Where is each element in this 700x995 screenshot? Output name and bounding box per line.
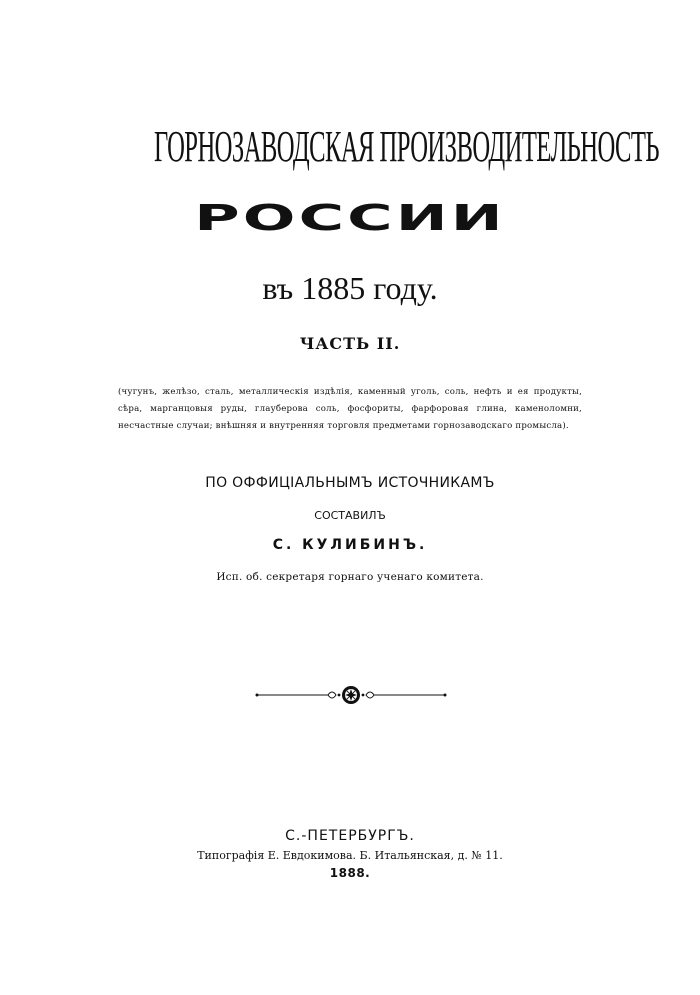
title-year: въ 1885 году.: [262, 270, 438, 306]
imprint-year: 1888.: [329, 866, 371, 880]
title-line-1: ГОРНОЗАВОДСКАЯ ПРОИЗВОДИТЕЛЬНОСТЬ: [154, 122, 659, 171]
title-line-2: РОССИИ: [194, 197, 506, 240]
part-number: ЧАСТЬ II.: [299, 334, 401, 353]
imprint-city: С.-ПЕТЕРБУРГЪ.: [285, 828, 415, 844]
imprint-printer: Типографія Е. Евдокимова. Б. Итальянская, д. № 11.: [197, 849, 503, 862]
compiled-by: СОСТАВИЛЪ: [314, 509, 386, 522]
author-name: С. КУЛИБИНЪ.: [272, 537, 428, 553]
contents-description: (чугунъ, желѣзо, сталь, металлическія издѣлія, каменный уголь, соль, нефть и ея продукты, сѣра, марганцовыя руды, глауберова соль, фосфориты, фарфоровая глина, каменоломни, несчастные случаи; внѣшняя и внутренняя торговля предметами горнозаводскаго промысла).: [118, 387, 582, 431]
author-position: Исп. об. секретаря горнаго ученаго комитета.: [216, 571, 484, 583]
ornament-divider-icon: [254, 683, 448, 707]
sources-line: ПО ОФФИЦІАЛЬНЫМЪ ИСТОЧНИКАМЪ: [205, 475, 495, 491]
